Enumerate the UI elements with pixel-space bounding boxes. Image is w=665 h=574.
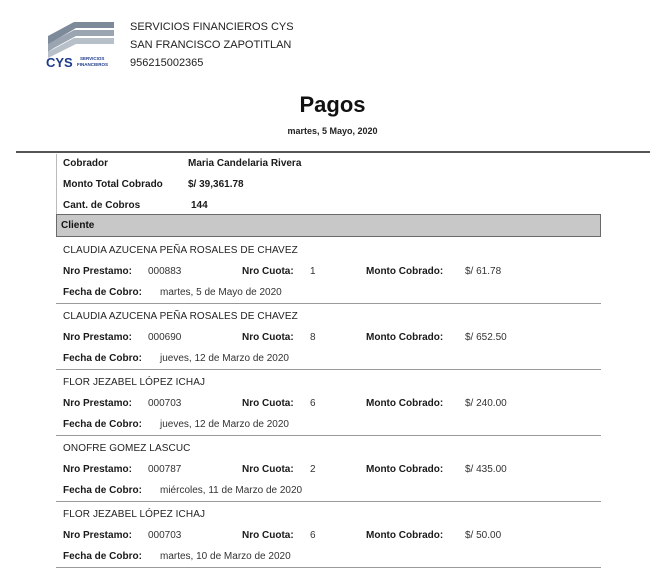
payment-record: [56, 436, 601, 502]
payment-record: [56, 238, 601, 304]
monto-value: $/ 435.00: [465, 464, 507, 475]
cuota-label: Nro Cuota:: [242, 530, 294, 541]
client-name: FLOR JEZABEL LÓPEZ ICHAJ: [63, 509, 206, 520]
fecha-value: martes, 5 de Mayo de 2020: [160, 287, 282, 298]
company-name: SERVICIOS FINANCIEROS CYS: [130, 21, 294, 33]
prestamo-label: Nro Prestamo:: [63, 464, 132, 475]
monto-value: $/ 240.00: [465, 398, 507, 409]
monto-value: $/ 61.78: [465, 266, 502, 277]
table-header: [56, 214, 601, 237]
monto-label: Monto Cobrado:: [366, 398, 444, 409]
monto-total-value: $/ 39,361.78: [188, 179, 244, 190]
report-date: martes, 5 Mayo, 2020: [287, 126, 378, 136]
prestamo-value: 000787: [148, 464, 182, 475]
payment-record: [56, 304, 601, 370]
fecha-value: jueves, 12 de Marzo de 2020: [160, 419, 289, 430]
cobrador-label: Cobrador: [63, 158, 108, 169]
cuota-label: Nro Cuota:: [242, 332, 294, 343]
cuota-label: Nro Cuota:: [242, 398, 294, 409]
company-phone: 956215002365: [130, 57, 204, 69]
cliente-header: Cliente: [61, 220, 95, 231]
cuota-label: Nro Cuota:: [242, 266, 294, 277]
cant-cobros-label: Cant. de Cobros: [63, 200, 141, 211]
payment-record: [56, 502, 601, 568]
prestamo-value: 000690: [148, 332, 182, 343]
summary-border: [56, 154, 57, 214]
company-info: [130, 18, 294, 72]
monto-value: $/ 50.00: [465, 530, 502, 541]
header-divider: [16, 151, 650, 153]
fecha-label: Fecha de Cobro:: [63, 287, 142, 298]
report-title: Pagos: [299, 92, 366, 117]
company-location: SAN FRANCISCO ZAPOTITLAN: [130, 39, 292, 51]
fecha-value: miércoles, 11 de Marzo de 2020: [160, 485, 303, 496]
cuota-value: 2: [310, 464, 316, 475]
fecha-label: Fecha de Cobro:: [63, 551, 142, 562]
client-name: CLAUDIA AZUCENA PEÑA ROSALES DE CHAVEZ: [63, 311, 298, 322]
prestamo-label: Nro Prestamo:: [63, 530, 132, 541]
fecha-label: Fecha de Cobro:: [63, 419, 142, 430]
cobrador-value: Maria Candelaria Rivera: [188, 158, 302, 169]
monto-total-label: Monto Total Cobrado: [63, 179, 163, 190]
prestamo-value: 000883: [148, 266, 182, 277]
client-name: FLOR JEZABEL LÓPEZ ICHAJ: [63, 377, 206, 388]
cuota-label: Nro Cuota:: [242, 464, 294, 475]
prestamo-label: Nro Prestamo:: [63, 266, 132, 277]
monto-value: $/ 652.50: [465, 332, 507, 343]
cant-cobros-value: 144: [191, 200, 208, 211]
fecha-value: jueves, 12 de Marzo de 2020: [160, 353, 289, 364]
fecha-value: martes, 10 de Marzo de 2020: [160, 551, 291, 562]
monto-label: Monto Cobrado:: [366, 266, 444, 277]
fecha-label: Fecha de Cobro:: [63, 353, 142, 364]
monto-label: Monto Cobrado:: [366, 464, 444, 475]
company-logo: [44, 8, 116, 68]
logo-sub1: SERVICIOS: [80, 56, 105, 61]
cuota-value: 1: [310, 266, 316, 277]
fecha-label: Fecha de Cobro:: [63, 485, 142, 496]
logo-sub2: FINANCIEROS: [77, 62, 109, 67]
prestamo-label: Nro Prestamo:: [63, 398, 132, 409]
prestamo-label: Nro Prestamo:: [63, 332, 132, 343]
payment-record: [56, 370, 601, 436]
monto-label: Monto Cobrado:: [366, 530, 444, 541]
monto-label: Monto Cobrado:: [366, 332, 444, 343]
cuota-value: 6: [310, 530, 316, 541]
cuota-value: 8: [310, 332, 316, 343]
client-name: ONOFRE GOMEZ LASCUC: [63, 443, 191, 454]
prestamo-value: 000703: [148, 398, 182, 409]
prestamo-value: 000703: [148, 530, 182, 541]
cuota-value: 6: [310, 398, 316, 409]
client-name: CLAUDIA AZUCENA PEÑA ROSALES DE CHAVEZ: [63, 245, 298, 256]
logo-text: CYS: [46, 55, 73, 68]
